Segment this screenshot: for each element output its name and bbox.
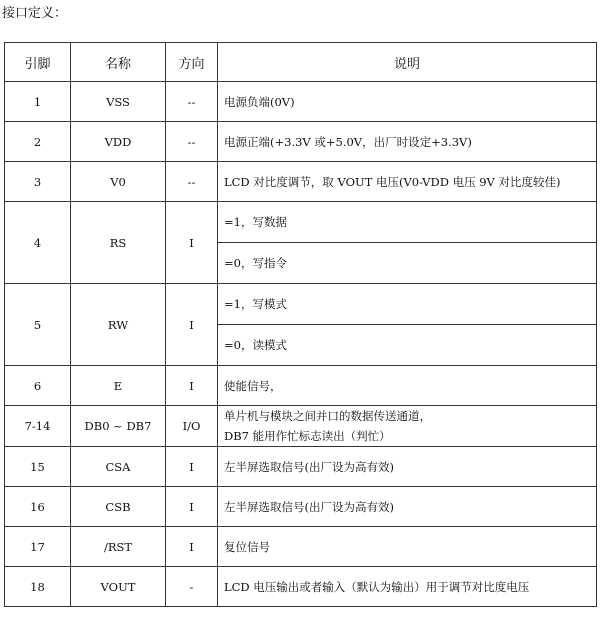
table-row [5, 162, 597, 202]
table-row [5, 366, 597, 406]
pin-description: 复位信号 [218, 527, 597, 567]
pin-name: VOUT [71, 567, 166, 607]
pin-name: RS [71, 202, 166, 284]
pin-description: =1，写数据 [218, 202, 597, 243]
pin-direction: I [166, 447, 218, 487]
pin-description: =0，写指令 [218, 243, 597, 284]
pin-number: 4 [5, 202, 71, 284]
pin-direction: I [166, 527, 218, 567]
table-row [5, 284, 597, 325]
pin-number: 15 [5, 447, 71, 487]
table-row [5, 82, 597, 122]
pin-description: 电源正端(+3.3V 或+5.0V，出厂时设定+3.3V) [218, 122, 597, 162]
pin-number: 17 [5, 527, 71, 567]
section-heading: 接口定义： [2, 6, 68, 21]
pin-direction: -- [166, 82, 218, 122]
pin-name: CSB [71, 487, 166, 527]
table-row [5, 487, 597, 527]
pin-name: V0 [71, 162, 166, 202]
pin-direction: I [166, 284, 218, 366]
pin-description [218, 406, 597, 447]
pin-direction: -- [166, 122, 218, 162]
header-name: 名称 [71, 43, 166, 82]
description-line: DB7 能用作忙标志读出（判忙） [224, 429, 391, 443]
header-direction: 方向 [166, 43, 218, 82]
table-header-row [5, 43, 597, 82]
pin-number: 6 [5, 366, 71, 406]
pin-name: /RST [71, 527, 166, 567]
pin-number: 7-14 [5, 406, 71, 447]
pin-description: =1，写模式 [218, 284, 597, 325]
pin-number: 1 [5, 82, 71, 122]
pin-number: 3 [5, 162, 71, 202]
table-row [5, 202, 597, 243]
pin-name: E [71, 366, 166, 406]
pin-name: VSS [71, 82, 166, 122]
pin-direction: I [166, 366, 218, 406]
pin-name: VDD [71, 122, 166, 162]
pin-direction: I/O [166, 406, 218, 447]
pin-number: 18 [5, 567, 71, 607]
pin-description: 使能信号， [218, 366, 597, 406]
pin-number: 5 [5, 284, 71, 366]
pin-description: LCD 电压输出或者输入（默认为输出）用于调节对比度电压 [218, 567, 597, 607]
pin-number: 16 [5, 487, 71, 527]
pin-direction: -- [166, 162, 218, 202]
pin-description: LCD 对比度调节，取 VOUT 电压(V0-VDD 电压 9V 对比度较佳) [218, 162, 597, 202]
pin-number: 2 [5, 122, 71, 162]
table-row [5, 122, 597, 162]
pin-name: RW [71, 284, 166, 366]
table-row [5, 567, 597, 607]
header-pin: 引脚 [5, 43, 71, 82]
pin-description: =0，读模式 [218, 325, 597, 366]
pin-description: 电源负端(0V) [218, 82, 597, 122]
pin-direction: - [166, 567, 218, 607]
pin-description: 左半屏选取信号(出厂设为高有效) [218, 447, 597, 487]
description-line: 单片机与模块之间并口的数据传送通道， [224, 409, 431, 423]
pin-name: DB0 ~ DB7 [71, 406, 166, 447]
pin-definition-table [4, 42, 597, 607]
pin-direction: I [166, 202, 218, 284]
pin-direction: I [166, 487, 218, 527]
table-row [5, 527, 597, 567]
pin-name: CSA [71, 447, 166, 487]
table-row [5, 447, 597, 487]
table-row [5, 406, 597, 447]
header-description: 说明 [218, 43, 597, 82]
pin-description: 左半屏选取信号(出厂设为高有效) [218, 487, 597, 527]
